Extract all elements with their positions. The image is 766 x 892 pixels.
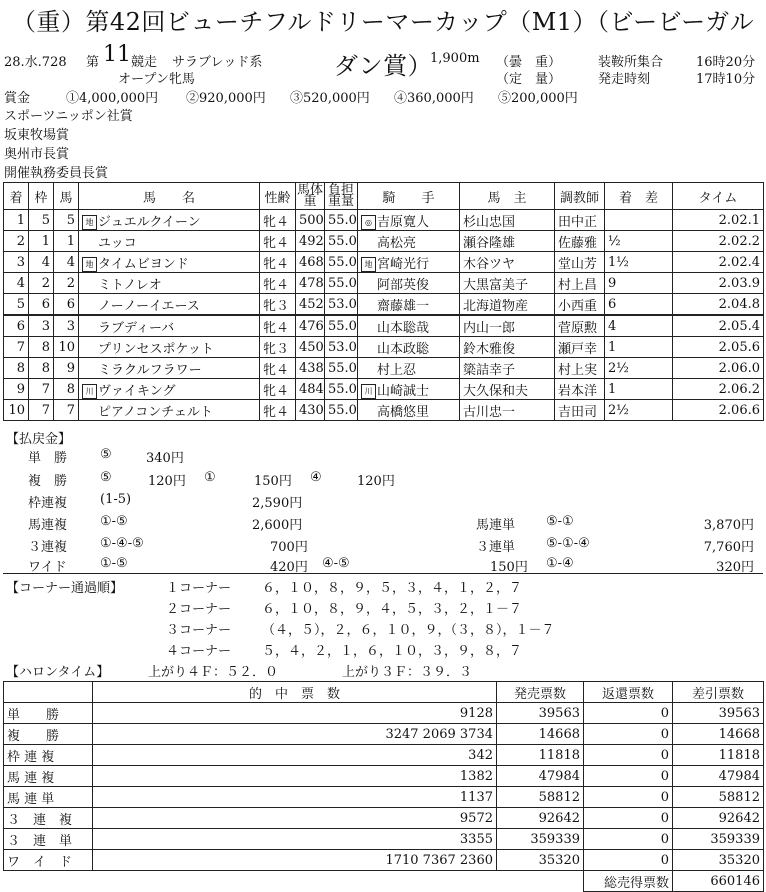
result-weight: 476 (296, 315, 325, 337)
result-rank: 9 (4, 379, 29, 400)
result-time: 2.02.4 (673, 252, 764, 273)
result-num: 1 (54, 231, 79, 252)
result-row (4, 252, 764, 273)
furlong-up3f: 上がり３Ｆ：３９．３ (342, 665, 473, 680)
result-jockey-text: 齋藤雄一 (377, 298, 430, 314)
jockey-origin-mark: 川 (361, 384, 376, 399)
result-horse-text: ミラクルフラワー (98, 362, 202, 378)
vote-refund: 0 (584, 766, 673, 787)
result-horse (79, 358, 260, 379)
result-trainer: 菅原勲 (555, 315, 605, 337)
result-row (4, 379, 764, 400)
result-margin: 2½ (605, 358, 673, 379)
vote-refund: 0 (584, 850, 673, 871)
result-burden: 53.0 (325, 337, 358, 358)
fukusho-label: 複 勝 (28, 474, 68, 489)
page-title: （重）第42回ビューチフルドリーマーカップ（M1）（ビービーガルダン賞） (11, 8, 755, 80)
result-horse (79, 252, 260, 273)
result-frame: 8 (29, 358, 54, 379)
result-weight: 478 (296, 273, 325, 294)
result-sexage: 牝３ (260, 294, 296, 316)
result-trainer: 岩本洋 (555, 379, 605, 400)
header-sexage: 性齢 (260, 183, 296, 210)
result-horse (79, 231, 260, 252)
vote-sales: 92642 (497, 808, 584, 829)
result-weight: 484 (296, 379, 325, 400)
result-num: 10 (54, 337, 79, 358)
result-jockey-text: 吉原寛人 (377, 214, 430, 230)
result-owner: 杉山忠国 (460, 210, 555, 231)
vote-row (4, 745, 764, 766)
vote-hit: 3247 2069 3734 (93, 724, 497, 745)
votes-header-sales: 発売票数 (497, 682, 584, 703)
result-frame: 7 (29, 400, 54, 421)
payout-label: 【払戻金】 (6, 432, 72, 447)
result-margin: 1½ (605, 252, 673, 273)
tansho-label: 単 勝 (28, 451, 68, 466)
result-time: 2.02.2 (673, 231, 764, 252)
result-weight: 500 (296, 210, 325, 231)
result-burden: 55.0 (325, 400, 358, 421)
result-jockey (358, 315, 460, 337)
result-row (4, 210, 764, 231)
vote-refund: 0 (584, 724, 673, 745)
result-horse-text: プリンセスポケット (98, 341, 214, 357)
result-jockey (358, 294, 460, 316)
vote-sales: 47984 (497, 766, 584, 787)
trifecta-combo: ⑤-①-④ (546, 536, 590, 551)
votes-total-row (4, 871, 764, 892)
result-horse-text: ピアノコンチェルト (98, 404, 213, 420)
race-distance: 1,900m (430, 51, 480, 66)
prize-2: ②920,000円 (186, 91, 266, 106)
header-margin: 着 差 (605, 183, 673, 210)
header-time: タイム (673, 183, 764, 210)
header-trainer: 調教師 (555, 183, 605, 210)
result-time: 2.05.6 (673, 337, 764, 358)
result-weight: 468 (296, 252, 325, 273)
vote-sales: 35320 (497, 850, 584, 871)
result-horse (79, 210, 260, 231)
result-margin: ½ (605, 231, 673, 252)
start-time: 17時10分 (696, 72, 756, 87)
result-weight: 438 (296, 358, 325, 379)
race-number: 11 (103, 42, 131, 67)
total-value: 660146 (673, 871, 764, 892)
jockey-origin-mark: 地 (361, 257, 376, 272)
jockey-origin-mark: ◎ (361, 215, 376, 230)
vote-row (4, 808, 764, 829)
wide-combo-2: ④-⑤ (322, 556, 350, 571)
vote-refund: 0 (584, 745, 673, 766)
fukusho-combo-2: ① (204, 470, 216, 485)
result-sexage: 牝４ (260, 252, 296, 273)
result-frame: 2 (29, 273, 54, 294)
result-owner: 北海道物産 (460, 294, 555, 316)
fukusho-combo-1: ⑤ (100, 470, 112, 485)
result-jockey (358, 252, 460, 273)
result-jockey-text: 山本政聡 (377, 341, 430, 357)
result-jockey (358, 337, 460, 358)
result-margin (605, 210, 673, 231)
result-time: 2.06.6 (673, 400, 764, 421)
result-sexage: 牝４ (260, 400, 296, 421)
wide-amount-3: 320円 (716, 560, 754, 575)
award-1: スポーツニッポン社賞 (4, 109, 133, 124)
result-jockey-text: 宮崎光行 (377, 256, 430, 272)
votes-header-refund: 返還票数 (584, 682, 673, 703)
result-sexage: 牝４ (260, 210, 296, 231)
result-num: 4 (54, 252, 79, 273)
result-jockey (358, 400, 460, 421)
fukusho-amount-3: 120円 (357, 474, 395, 489)
race-date-code: 28.水.728 (4, 55, 67, 70)
prize-4: ④360,000円 (394, 91, 474, 106)
fukusho-combo-3: ④ (310, 470, 322, 485)
result-trainer: 田中正 (555, 210, 605, 231)
umatan-label: 馬連単 (476, 518, 516, 533)
result-jockey-text: 高松亮 (377, 235, 417, 251)
vote-type: ３ 連 複 (4, 808, 93, 829)
start-time-label: 発走時刻 (598, 72, 651, 87)
vote-type: ワ イ ド (4, 850, 93, 871)
result-owner: 古川忠一 (460, 400, 555, 421)
trio-combo: ①-④-⑤ (100, 536, 144, 551)
vote-hit: 9128 (93, 703, 497, 724)
race-label-post: 競走 (131, 55, 158, 70)
votes-header-hit: 的 中 票 数 (93, 682, 497, 703)
result-trainer: 瀬戸幸 (555, 337, 605, 358)
result-horse (79, 379, 260, 400)
result-owner: 木谷ツヤ (460, 252, 555, 273)
vote-hit: 3355 (93, 829, 497, 850)
result-burden: 55.0 (325, 358, 358, 379)
result-num: 9 (54, 358, 79, 379)
result-horse-text: ミトノレオ (98, 277, 162, 293)
horse-origin-mark: 地 (82, 257, 97, 272)
header-jockey: 騎 手 (358, 183, 460, 210)
result-margin: 1 (605, 379, 673, 400)
vote-type: ３ 連 単 (4, 829, 93, 850)
vote-net: 11818 (673, 745, 764, 766)
result-frame: 8 (29, 337, 54, 358)
result-jockey-text: 高橋悠里 (377, 404, 430, 420)
vote-net: 14668 (673, 724, 764, 745)
wide-combo-3: ①-④ (546, 556, 574, 571)
result-owner: 瀬谷隆雄 (460, 231, 555, 252)
vote-type: 複 勝 (4, 724, 93, 745)
vote-hit: 342 (93, 745, 497, 766)
result-sexage: 牝４ (260, 315, 296, 337)
wide-amount-1: 420円 (270, 560, 308, 575)
saddle-time: 16時20分 (696, 55, 756, 70)
wide-combo-1: ①-⑤ (100, 556, 128, 571)
corner-4-order: ５，４，２，１，６，１０，３，９，８，７ (262, 644, 523, 659)
result-sexage: 牝４ (260, 379, 296, 400)
prize-5: ⑤200,000円 (498, 91, 578, 106)
result-horse-text: ジュエルクイーン (98, 214, 201, 230)
result-weight: 430 (296, 400, 325, 421)
furlong-label: 【ハロンタイム】 (6, 665, 110, 680)
vote-type: 馬 連 複 (4, 766, 93, 787)
result-num: 2 (54, 273, 79, 294)
weight-rule: （定 量） (496, 72, 562, 87)
result-rank: 10 (4, 400, 29, 421)
result-jockey (358, 273, 460, 294)
umaren-amount: 2,600円 (252, 518, 303, 533)
result-frame: 1 (29, 231, 54, 252)
result-num: 6 (54, 294, 79, 316)
result-weight: 450 (296, 337, 325, 358)
result-jockey-text: 阿部英俊 (377, 277, 430, 293)
vote-net: 58812 (673, 787, 764, 808)
vote-refund: 0 (584, 808, 673, 829)
total-label: 総売得票数 (584, 871, 673, 892)
result-frame: 6 (29, 294, 54, 316)
votes-header-row (4, 682, 764, 703)
fukusho-amount-1: 120円 (148, 474, 186, 489)
result-jockey-text: 村上忍 (377, 362, 417, 378)
header-horse: 馬 名 (79, 183, 260, 210)
result-weight: 452 (296, 294, 325, 316)
corners-label: 【コーナー通過順】 (6, 581, 124, 596)
result-margin: 9 (605, 273, 673, 294)
result-burden: 55.0 (325, 273, 358, 294)
result-jockey-text: 山崎誠士 (377, 383, 430, 399)
result-jockey (358, 231, 460, 252)
result-trainer: 堂山芳 (555, 252, 605, 273)
vote-hit: 9572 (93, 808, 497, 829)
result-num: 3 (54, 315, 79, 337)
trifecta-amount: 7,760円 (703, 540, 754, 555)
result-rank: 8 (4, 358, 29, 379)
vote-type: 単 勝 (4, 703, 93, 724)
result-horse (79, 273, 260, 294)
result-time: 2.02.1 (673, 210, 764, 231)
corner-1-label: １コーナー (166, 581, 232, 596)
corner-3-label: ３コーナー (166, 623, 232, 638)
vote-sales: 39563 (497, 703, 584, 724)
result-jockey-text: 山本聡哉 (377, 320, 430, 336)
result-trainer: 村上実 (555, 358, 605, 379)
header-frame: 枠 (29, 183, 54, 210)
race-label-pre: 第 (86, 55, 100, 70)
votes-header-net: 差引票数 (673, 682, 764, 703)
saddle-time-label: 装鞍所集合 (598, 55, 664, 70)
result-jockey (358, 379, 460, 400)
vote-hit: 1710 7367 2360 (93, 850, 497, 871)
result-row (4, 231, 764, 252)
result-margin: 4 (605, 315, 673, 337)
award-2: 坂東牧場賞 (4, 128, 70, 143)
vote-row (4, 724, 764, 745)
vote-refund: 0 (584, 703, 673, 724)
result-horse (79, 315, 260, 337)
result-horse-text: タイムビヨンド (98, 256, 189, 272)
result-burden: 55.0 (325, 210, 358, 231)
result-horse-text: ヴァイキング (98, 383, 176, 399)
result-burden: 53.0 (325, 294, 358, 316)
result-rank: 1 (4, 210, 29, 231)
race-breed: サラブレッド系 (172, 55, 263, 70)
vote-sales: 11818 (497, 745, 584, 766)
result-num: 5 (54, 210, 79, 231)
result-burden: 55.0 (325, 315, 358, 337)
result-time: 2.06.0 (673, 358, 764, 379)
result-horse (79, 337, 260, 358)
result-sexage: 牝４ (260, 358, 296, 379)
corner-2-order: ６，１０，８，９，４，５，３，２，１－７ (262, 602, 523, 617)
wakuren-amount: 2,590円 (252, 496, 303, 511)
wakuren-label: 枠連複 (28, 496, 68, 511)
header-num: 馬 (54, 183, 79, 210)
vote-row (4, 787, 764, 808)
wide-label: ワイド (28, 560, 67, 575)
header-burden: 負担重量 (325, 183, 358, 210)
result-sexage: 牝３ (260, 337, 296, 358)
wide-amount-2: 150円 (490, 560, 528, 575)
vote-hit: 1137 (93, 787, 497, 808)
result-frame: 4 (29, 252, 54, 273)
result-horse-text: ラブディーバ (98, 320, 175, 336)
umatan-combo: ⑤-① (546, 514, 574, 529)
corner-4-label: ４コーナー (166, 644, 232, 659)
vote-type: 枠 連 複 (4, 745, 93, 766)
result-row (4, 400, 764, 421)
vote-type: 馬 連 単 (4, 787, 93, 808)
result-row (4, 294, 764, 316)
result-frame: 5 (29, 210, 54, 231)
result-row (4, 337, 764, 358)
vote-net: 92642 (673, 808, 764, 829)
result-row (4, 315, 764, 337)
result-burden: 55.0 (325, 231, 358, 252)
umaren-label: 馬連複 (28, 518, 68, 533)
track-condition: （曇 重） (496, 55, 562, 70)
header-rank: 着 (4, 183, 29, 210)
vote-row (4, 850, 764, 871)
result-trainer: 村上昌 (555, 273, 605, 294)
result-burden: 55.0 (325, 379, 358, 400)
result-time: 2.04.8 (673, 294, 764, 316)
vote-row (4, 829, 764, 850)
vote-net: 39563 (673, 703, 764, 724)
result-owner: 内山一郎 (460, 315, 555, 337)
result-frame: 3 (29, 315, 54, 337)
result-row (4, 273, 764, 294)
award-3: 奥州市長賞 (4, 147, 70, 162)
result-rank: 6 (4, 315, 29, 337)
vote-row (4, 703, 764, 724)
result-row (4, 358, 764, 379)
result-trainer: 吉田司 (555, 400, 605, 421)
trio-amount: 700円 (270, 540, 308, 555)
result-trainer: 佐藤雅 (555, 231, 605, 252)
result-margin: 2½ (605, 400, 673, 421)
result-rank: 7 (4, 337, 29, 358)
result-owner: 鈴木雅俊 (460, 337, 555, 358)
furlong-up4f: 上がり４Ｆ：５２．０ (148, 665, 279, 680)
result-sexage: 牝４ (260, 273, 296, 294)
corner-2-label: ２コーナー (166, 602, 232, 617)
result-margin: 6 (605, 294, 673, 316)
result-owner: 簗詰幸子 (460, 358, 555, 379)
vote-net: 47984 (673, 766, 764, 787)
corner-1-order: ６，１０，８，９，５，３，４，１，２，７ (262, 581, 523, 596)
tansho-combo: ⑤ (100, 447, 112, 462)
result-margin: 1 (605, 337, 673, 358)
prize-label: 賞金 (4, 91, 31, 106)
horse-origin-mark: 川 (82, 384, 97, 399)
prize-3: ③520,000円 (290, 91, 370, 106)
result-rank: 4 (4, 273, 29, 294)
header-owner: 馬 主 (460, 183, 555, 210)
result-horse-text: ノーノーイエース (98, 298, 200, 314)
vote-refund: 0 (584, 829, 673, 850)
race-class: オープン牝馬 (118, 72, 195, 87)
result-frame: 7 (29, 379, 54, 400)
result-horse-text: ユッコ (98, 235, 137, 251)
result-owner: 大黒富美子 (460, 273, 555, 294)
wakuren-combo: (1-5) (100, 492, 132, 507)
result-horse (79, 294, 260, 316)
result-weight: 492 (296, 231, 325, 252)
divider-line (3, 573, 763, 574)
vote-row (4, 766, 764, 787)
prize-1: ①4,000,000円 (66, 91, 159, 106)
umaren-combo: ①-⑤ (100, 514, 128, 529)
result-rank: 3 (4, 252, 29, 273)
result-num: 8 (54, 379, 79, 400)
vote-hit: 1382 (93, 766, 497, 787)
trifecta-label: ３連単 (476, 540, 516, 555)
results-table (3, 182, 764, 421)
result-sexage: 牝４ (260, 231, 296, 252)
result-jockey (358, 210, 460, 231)
trio-label: ３連複 (28, 540, 68, 555)
votes-header-type (4, 682, 93, 703)
vote-sales: 58812 (497, 787, 584, 808)
result-burden: 55.0 (325, 252, 358, 273)
vote-sales: 14668 (497, 724, 584, 745)
result-horse (79, 400, 260, 421)
votes-table (3, 681, 764, 892)
result-rank: 5 (4, 294, 29, 316)
result-rank: 2 (4, 231, 29, 252)
corner-3-order: （４，５），２，６，１０，９，（３，８），１－７ (262, 623, 555, 638)
results-header-row (4, 183, 764, 210)
vote-sales: 359339 (497, 829, 584, 850)
result-num: 7 (54, 400, 79, 421)
vote-refund: 0 (584, 787, 673, 808)
result-jockey (358, 358, 460, 379)
award-4: 開催執務委員長賞 (4, 166, 109, 181)
umatan-amount: 3,870円 (703, 518, 754, 533)
result-time: 2.05.4 (673, 315, 764, 337)
fukusho-amount-2: 150円 (254, 474, 292, 489)
tansho-amount: 340円 (146, 451, 184, 466)
header-weight: 馬体重 (296, 183, 323, 209)
result-trainer: 小西重 (555, 294, 605, 316)
horse-origin-mark: 地 (82, 215, 97, 230)
vote-net: 359339 (673, 829, 764, 850)
vote-net: 35320 (673, 850, 764, 871)
result-time: 2.03.9 (673, 273, 764, 294)
result-owner: 大久保和夫 (460, 379, 555, 400)
result-time: 2.06.2 (673, 379, 764, 400)
